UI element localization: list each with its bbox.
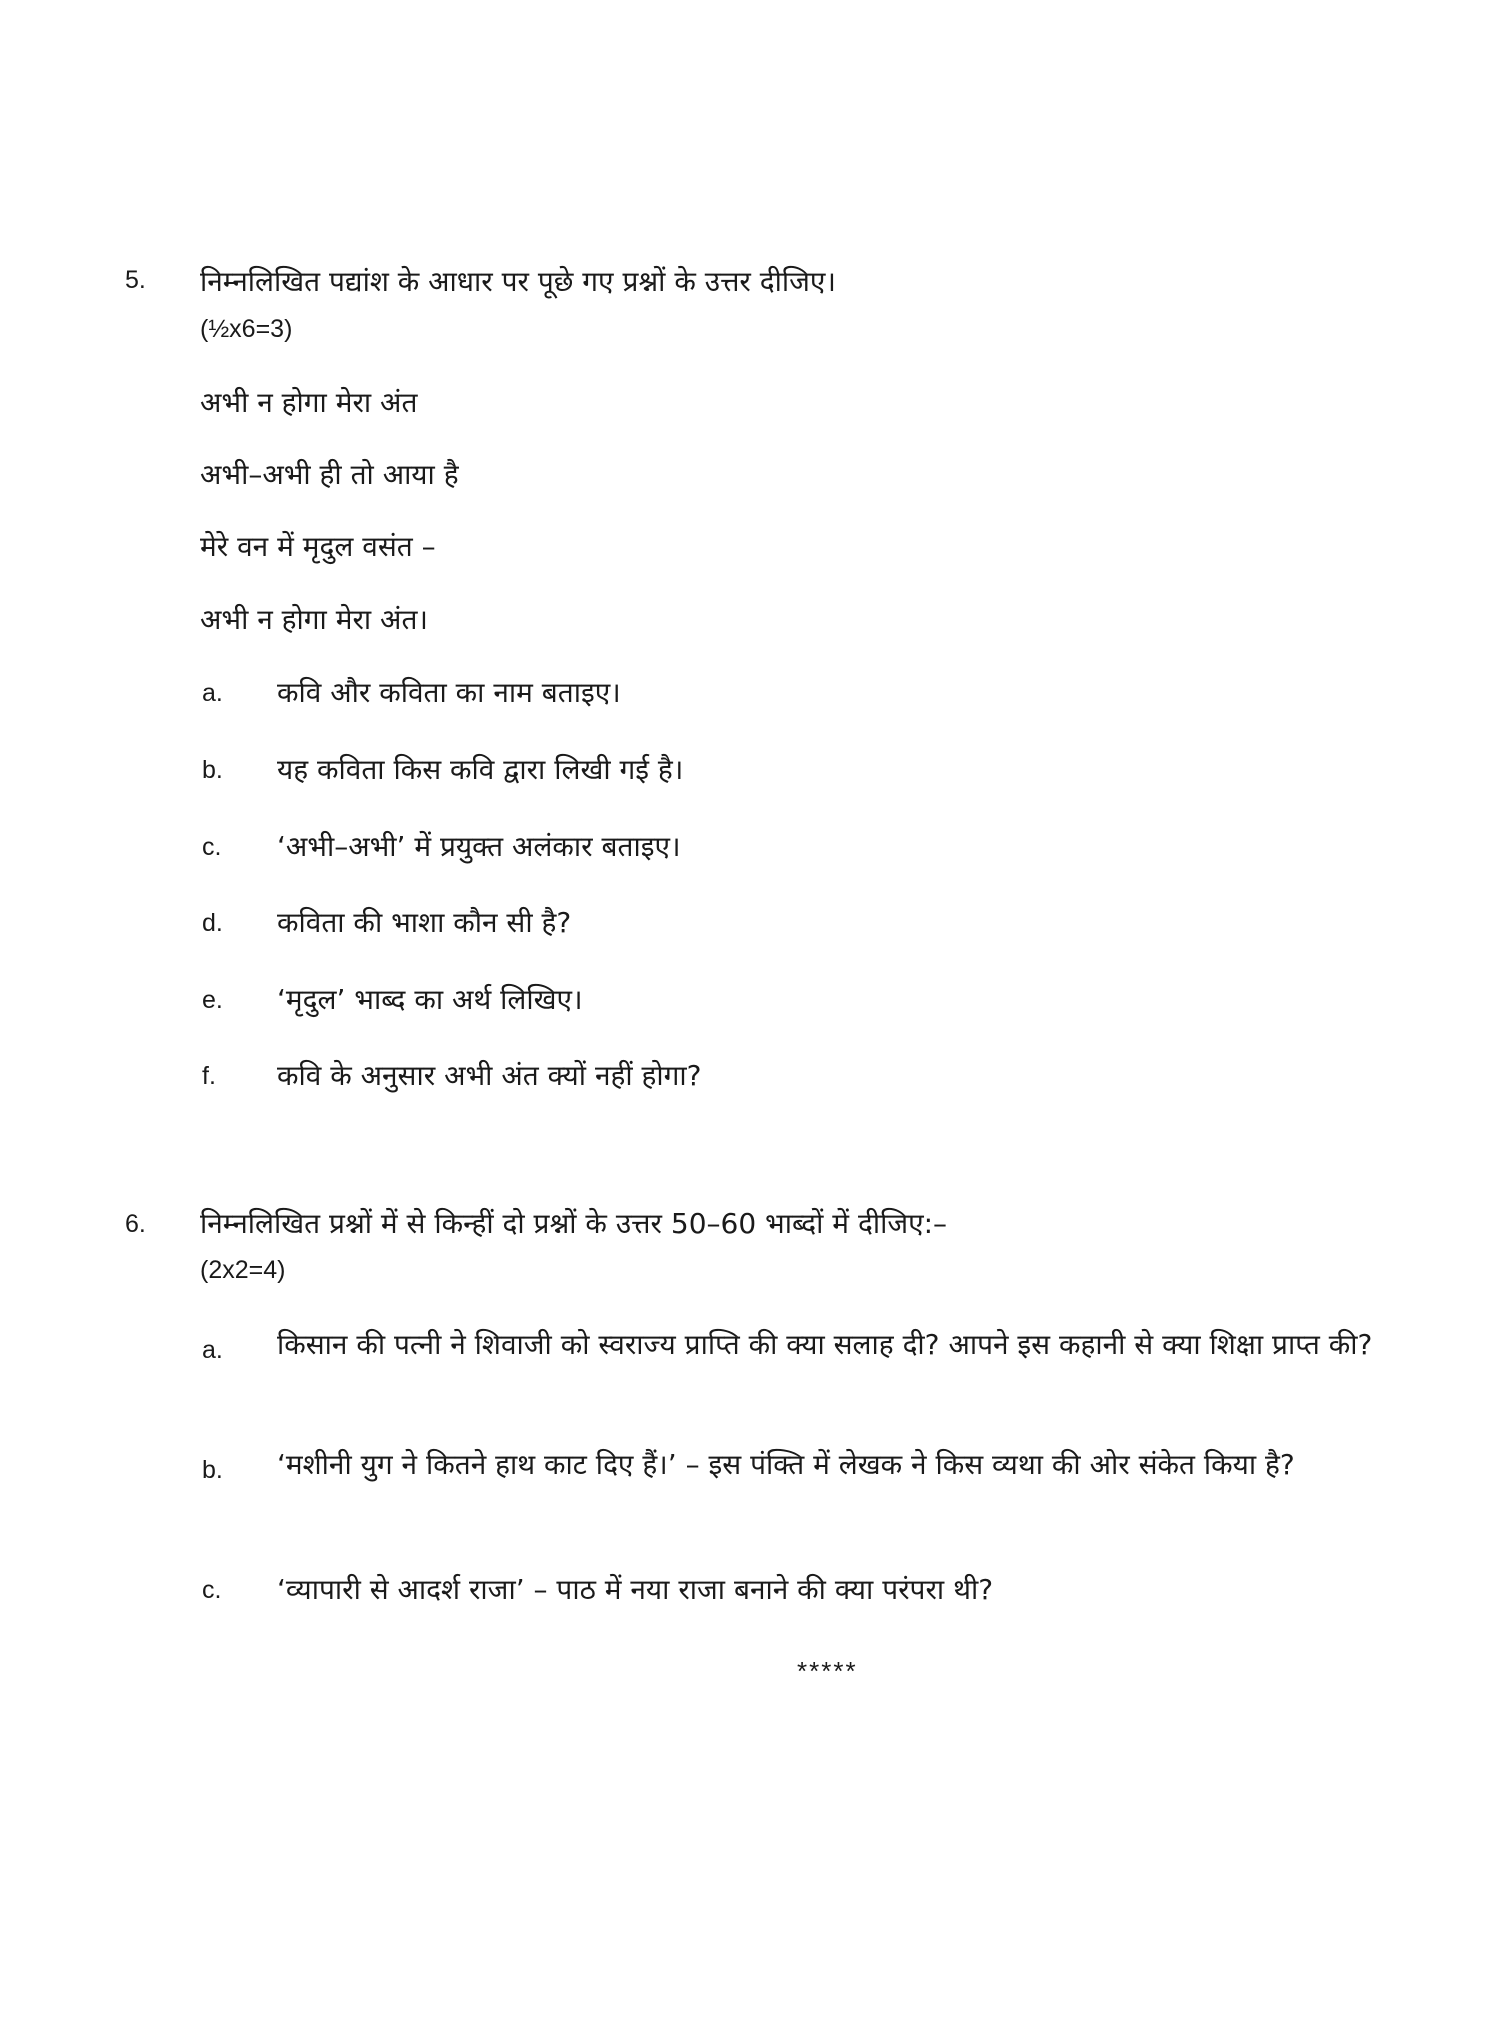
option-text: कवि के अनुसार अभी अंत क्यों नहीं होगा? [277, 1059, 702, 1092]
question-6-text: निम्नलिखित प्रश्नों में से किन्हीं दो प्रश्नों के उत्तर 50–60 भाब्दों में दीजिए:– [200, 1207, 948, 1240]
question-6-number: 6. [125, 1210, 146, 1238]
question-5-marks: (½x6=3) [200, 315, 293, 343]
end-of-section-mark: ***** [797, 1656, 858, 1686]
option-text: कविता की भाशा कौन सी है? [277, 906, 572, 939]
option-text: ‘अभी–अभी’ में प्रयुक्त अलंकार बताइए। [277, 830, 681, 863]
option-text: ‘मृदुल’ भाब्द का अर्थ लिखिए। [277, 983, 583, 1016]
poem-line: अभी न होगा मेरा अंत। [200, 603, 429, 636]
option-text: कवि और कविता का नाम बताइए। [277, 676, 621, 709]
option-label: e. [202, 986, 223, 1014]
option-label: b. [202, 1456, 223, 1484]
poem-line: अभी–अभी ही तो आया है [200, 458, 459, 491]
option-label: a. [202, 679, 223, 707]
option-text: ‘व्यापारी से आदर्श राजा’ – पाठ में नया राजा बनाने की क्या परंपरा थी? [277, 1573, 994, 1606]
question-6-marks: (2x2=4) [200, 1256, 286, 1284]
option-label: f. [202, 1062, 216, 1090]
option-label: c. [202, 1576, 222, 1604]
option-label: a. [202, 1336, 223, 1364]
question-5-text: निम्नलिखित पद्यांश के आधार पर पूछे गए प्रश्नों के उत्तर दीजिए। [200, 265, 837, 298]
option-label: b. [202, 756, 223, 784]
option-text: यह कविता किस कवि द्वारा लिखी गई है। [277, 753, 684, 786]
option-text: ‘मशीनी युग ने कितने हाथ काट दिए हैं।’ – इस पंक्ति में लेखक ने किस व्यथा की ओर संकेत किया है? [277, 1448, 1295, 1481]
option-label: c. [202, 833, 222, 861]
option-label: d. [202, 909, 223, 937]
option-text: किसान की पत्नी ने शिवाजी को स्वराज्य प्राप्ति की क्या सलाह दी? आपने इस कहानी से क्या शिक्षा प्राप्त की? [277, 1328, 1373, 1361]
question-5-number: 5. [125, 266, 146, 294]
poem-line: अभी न होगा मेरा अंत [200, 386, 418, 419]
poem-line: मेरे वन में मृदुल वसंत – [200, 530, 436, 563]
